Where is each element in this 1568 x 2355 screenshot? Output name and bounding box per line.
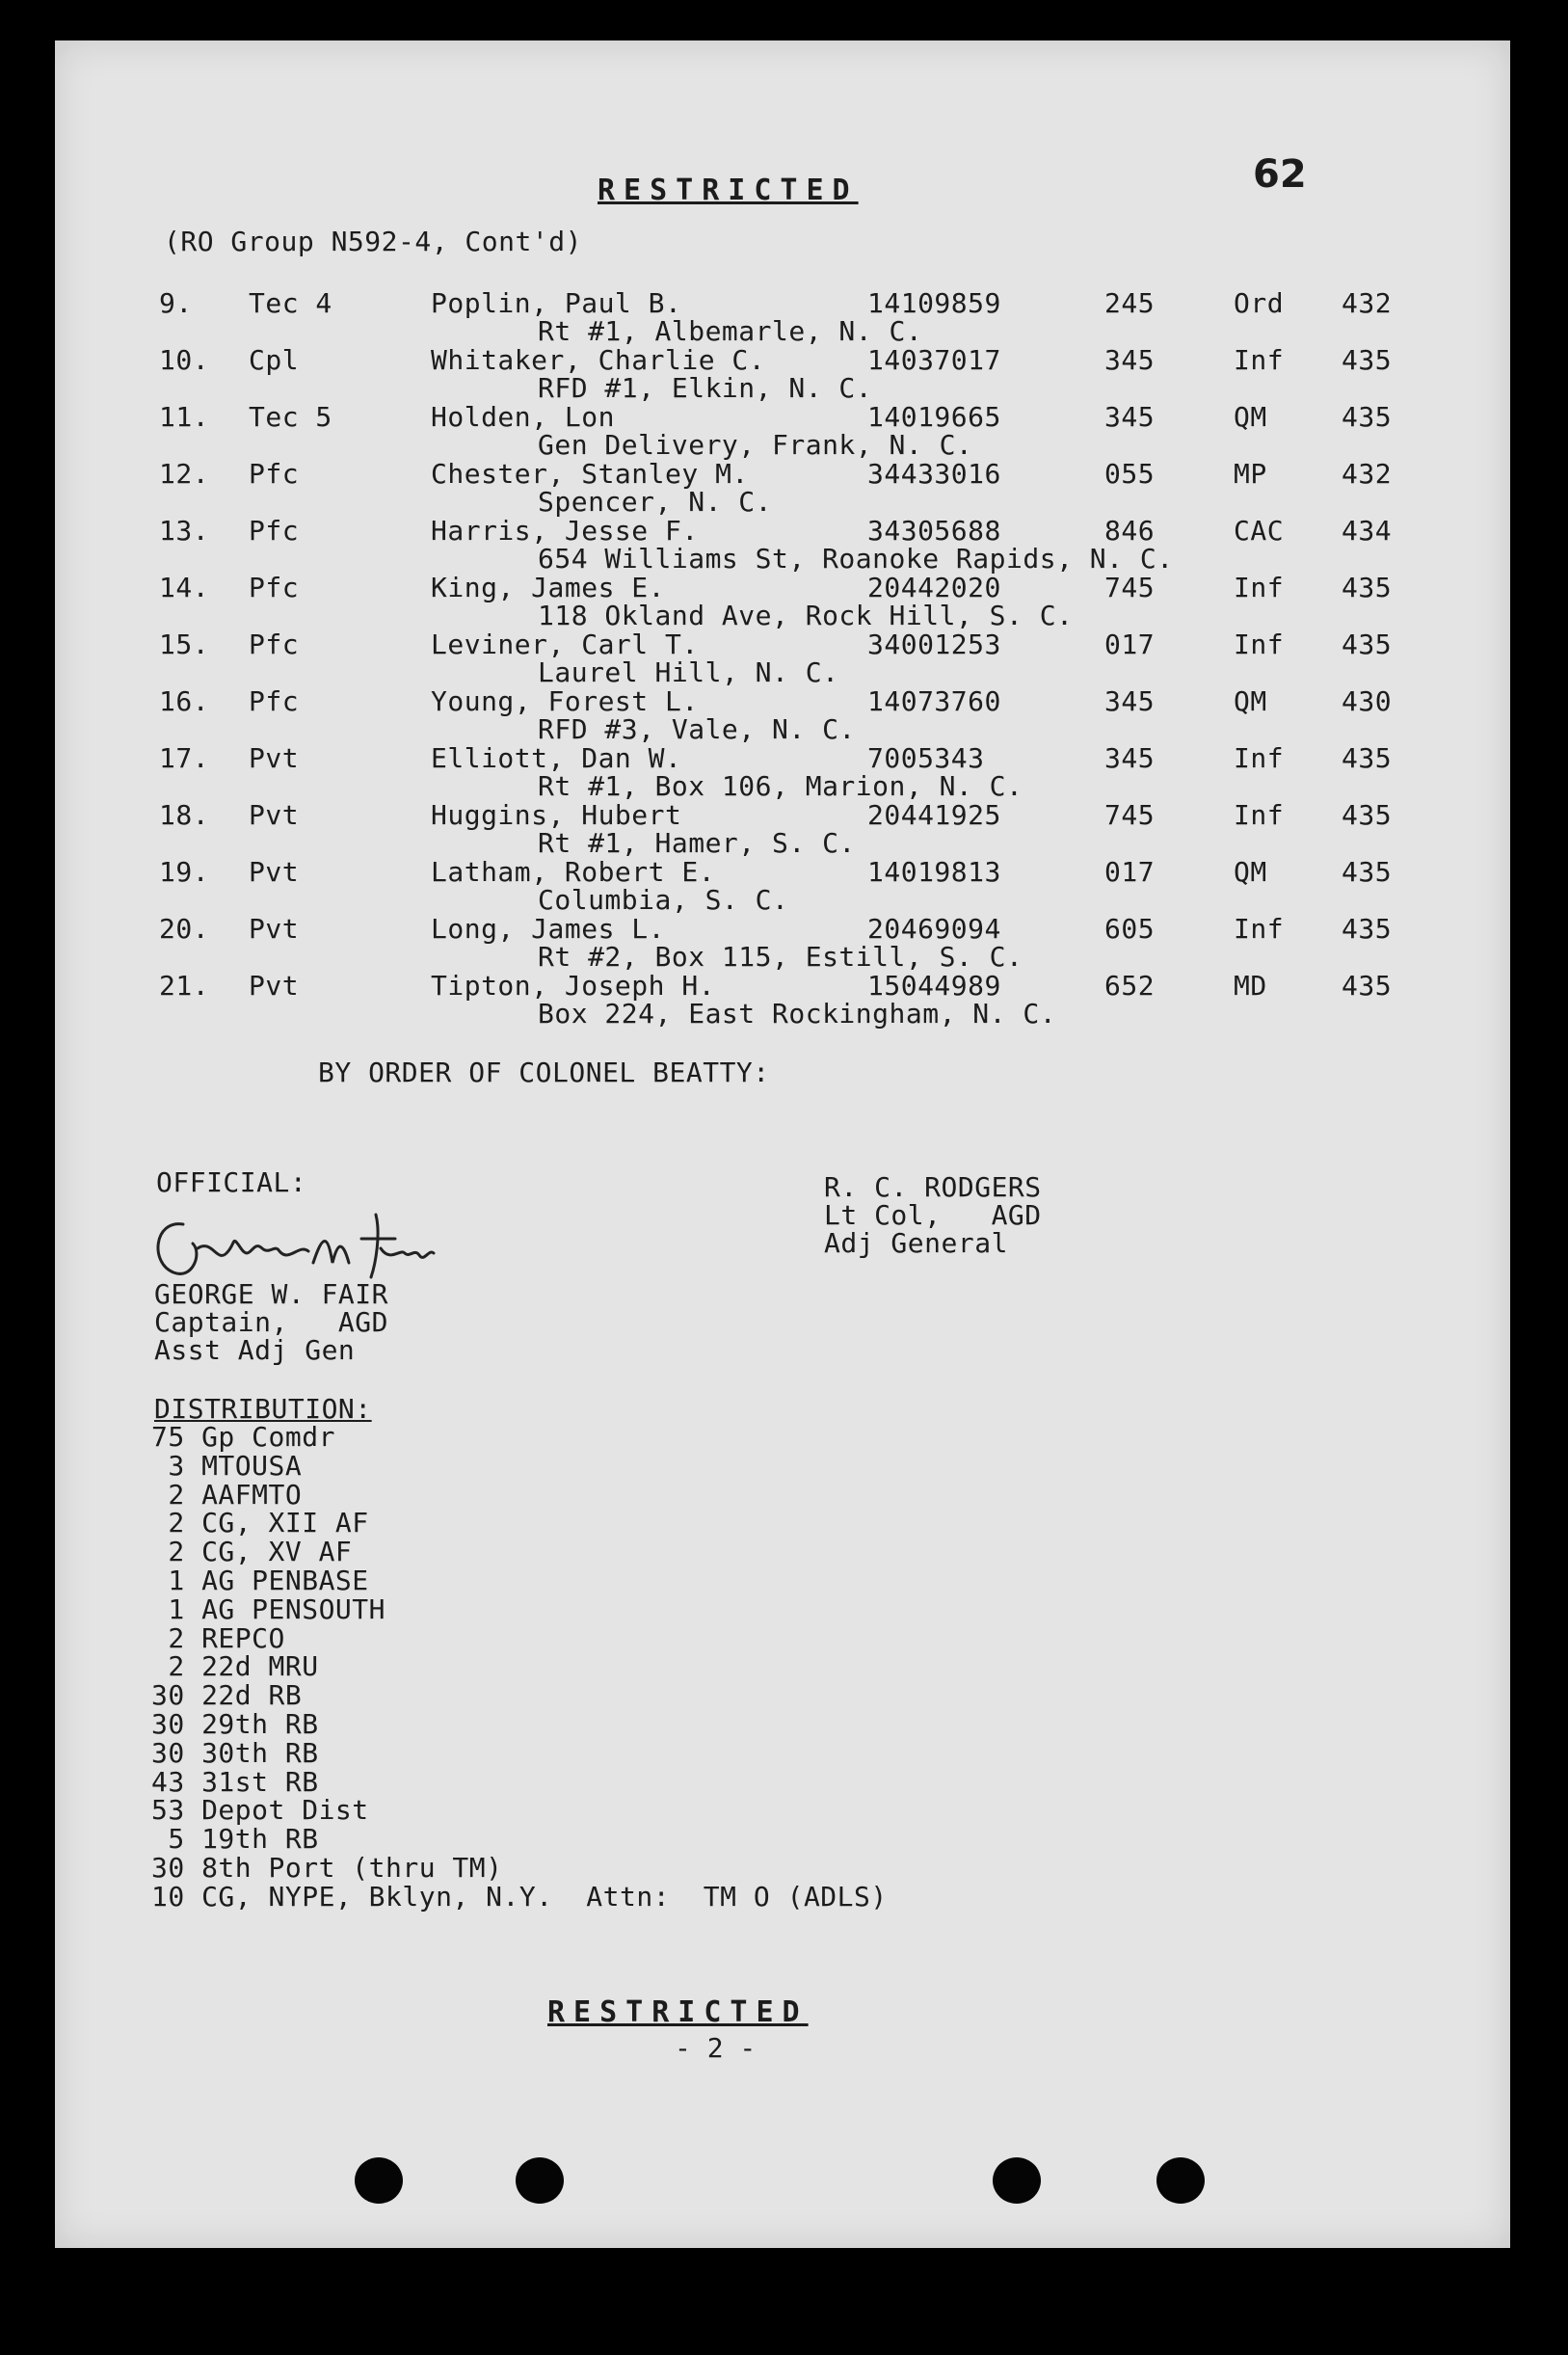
roster-code: 652 bbox=[1104, 970, 1156, 1002]
roster-num: 9. bbox=[159, 287, 193, 319]
official-title: Asst Adj Gen bbox=[154, 1334, 356, 1366]
roster-code: 745 bbox=[1104, 572, 1156, 603]
roster-code: 345 bbox=[1104, 742, 1156, 774]
punch-hole bbox=[1156, 2157, 1205, 2204]
roster-unit: 435 bbox=[1342, 401, 1393, 433]
roster-num: 16. bbox=[159, 685, 210, 717]
roster-num: 14. bbox=[159, 572, 210, 603]
roster-serial: 15044989 bbox=[867, 970, 1001, 1002]
distribution-item: 30 29th RB bbox=[151, 1708, 319, 1740]
distribution-item: 30 30th RB bbox=[151, 1736, 319, 1769]
roster-rank: Pvt bbox=[249, 970, 300, 1002]
roster-serial: 14037017 bbox=[867, 344, 1001, 376]
roster-num: 21. bbox=[159, 970, 210, 1002]
restricted-footer: RESTRICTED bbox=[547, 1995, 809, 2029]
roster-num: 13. bbox=[159, 515, 210, 547]
roster-branch: QM bbox=[1234, 401, 1267, 433]
distribution-label: DISTRIBUTION: bbox=[154, 1393, 372, 1425]
roster-unit: 435 bbox=[1342, 856, 1393, 888]
roster-address: Box 224, East Rockingham, N. C. bbox=[538, 998, 1057, 1030]
roster-name: Young, Forest L. bbox=[431, 685, 699, 717]
roster-address: RFD #3, Vale, N. C. bbox=[538, 713, 856, 745]
roster-num: 12. bbox=[159, 458, 210, 490]
roster-name: Latham, Robert E. bbox=[431, 856, 716, 888]
distribution-item: 5 19th RB bbox=[151, 1823, 319, 1856]
roster-unit: 432 bbox=[1342, 458, 1393, 490]
restricted-header: RESTRICTED bbox=[598, 174, 859, 207]
roster-address: 654 Williams St, Roanoke Rapids, N. C. bbox=[538, 543, 1174, 575]
roster-rank: Pfc bbox=[249, 685, 300, 717]
roster-unit: 435 bbox=[1342, 344, 1393, 376]
roster-address: Columbia, S. C. bbox=[538, 884, 789, 916]
roster-unit: 432 bbox=[1342, 287, 1393, 319]
roster-branch: Inf bbox=[1234, 572, 1285, 603]
roster-rank: Pfc bbox=[249, 572, 300, 603]
roster-branch: Inf bbox=[1234, 742, 1285, 774]
roster-code: 017 bbox=[1104, 856, 1156, 888]
roster-name: Leviner, Carl T. bbox=[431, 629, 699, 660]
roster-branch: Ord bbox=[1234, 287, 1285, 319]
by-order-line: BY ORDER OF COLONEL BEATTY: bbox=[318, 1057, 770, 1088]
roster-branch: MP bbox=[1234, 458, 1267, 490]
distribution-item: 30 8th Port (thru TM) bbox=[151, 1852, 503, 1884]
roster-serial: 14019813 bbox=[867, 856, 1001, 888]
roster-rank: Cpl bbox=[249, 344, 300, 376]
distribution-item: 2 AAFMTO bbox=[151, 1478, 303, 1511]
roster-rank: Pfc bbox=[249, 629, 300, 660]
roster-unit: 435 bbox=[1342, 572, 1393, 603]
roster-rank: Tec 5 bbox=[249, 401, 332, 433]
roster-branch: QM bbox=[1234, 856, 1267, 888]
roster-address: 118 Okland Ave, Rock Hill, S. C. bbox=[538, 600, 1074, 631]
roster-name: Holden, Lon bbox=[431, 401, 615, 433]
roster-serial: 34433016 bbox=[867, 458, 1001, 490]
roster-num: 17. bbox=[159, 742, 210, 774]
roster-code: 345 bbox=[1104, 685, 1156, 717]
roster-code: 345 bbox=[1104, 344, 1156, 376]
roster-branch: Inf bbox=[1234, 913, 1285, 945]
roster-serial: 20469094 bbox=[867, 913, 1001, 945]
distribution-item: 1 AG PENBASE bbox=[151, 1565, 369, 1596]
distribution-item: 2 22d MRU bbox=[151, 1650, 319, 1683]
roster-code: 745 bbox=[1104, 799, 1156, 831]
roster-name: King, James E. bbox=[431, 572, 666, 603]
roster-name: Harris, Jesse F. bbox=[431, 515, 699, 547]
distribution-item: 2 CG, XII AF bbox=[151, 1507, 369, 1539]
distribution-item: 53 Depot Dist bbox=[151, 1794, 369, 1827]
roster-address: Gen Delivery, Frank, N. C. bbox=[538, 429, 973, 461]
roster-code: 245 bbox=[1104, 287, 1156, 319]
official-name: GEORGE W. FAIR bbox=[154, 1278, 389, 1310]
distribution-item: 2 REPCO bbox=[151, 1621, 285, 1654]
roster-address: Rt #1, Albemarle, N. C. bbox=[538, 315, 923, 347]
page-number: 62 bbox=[1253, 152, 1307, 197]
roster-rank: Pfc bbox=[249, 515, 300, 547]
roster-rank: Tec 4 bbox=[249, 287, 332, 319]
roster-unit: 435 bbox=[1342, 742, 1393, 774]
roster-rank: Pfc bbox=[249, 458, 300, 490]
roster-address: Spencer, N. C. bbox=[538, 486, 773, 518]
roster-code: 605 bbox=[1104, 913, 1156, 945]
roster-address: RFD #1, Elkin, N. C. bbox=[538, 372, 873, 404]
official-rank: Captain, AGD bbox=[154, 1306, 389, 1338]
distribution-item: 10 CG, NYPE, Bklyn, N.Y. Attn: TM O (ADLS) bbox=[151, 1880, 888, 1913]
roster-name: Long, James L. bbox=[431, 913, 666, 945]
roster-num: 19. bbox=[159, 856, 210, 888]
roster-address: Rt #1, Box 106, Marion, N. C. bbox=[538, 770, 1023, 802]
roster-unit: 435 bbox=[1342, 629, 1393, 660]
roster-unit: 435 bbox=[1342, 799, 1393, 831]
roster-name: Whitaker, Charlie C. bbox=[431, 344, 766, 376]
roster-code: 846 bbox=[1104, 515, 1156, 547]
roster-unit: 434 bbox=[1342, 515, 1393, 547]
roster-branch: Inf bbox=[1234, 344, 1285, 376]
punch-hole bbox=[993, 2157, 1041, 2204]
roster-serial: 34305688 bbox=[867, 515, 1001, 547]
roster-serial: 14109859 bbox=[867, 287, 1001, 319]
distribution-item: 30 22d RB bbox=[151, 1679, 303, 1712]
official-label: OFFICIAL: bbox=[156, 1166, 307, 1198]
footer-page-number: - 2 - bbox=[675, 2032, 757, 2064]
distribution-item: 43 31st RB bbox=[151, 1765, 319, 1798]
punch-hole bbox=[355, 2157, 403, 2204]
roster-unit: 435 bbox=[1342, 970, 1393, 1002]
distribution-item: 2 CG, XV AF bbox=[151, 1536, 353, 1568]
roster-branch: Inf bbox=[1234, 799, 1285, 831]
roster-rank: Pvt bbox=[249, 742, 300, 774]
signature-image bbox=[145, 1195, 482, 1292]
roster-code: 055 bbox=[1104, 458, 1156, 490]
distribution-item: 3 MTOUSA bbox=[151, 1449, 303, 1482]
roster-serial: 7005343 bbox=[867, 742, 985, 774]
roster-branch: Inf bbox=[1234, 629, 1285, 660]
roster-name: Poplin, Paul B. bbox=[431, 287, 682, 319]
roster-serial: 34001253 bbox=[867, 629, 1001, 660]
roster-serial: 20441925 bbox=[867, 799, 1001, 831]
group-line: (RO Group N592-4, Cont'd) bbox=[164, 226, 582, 257]
roster-rank: Pvt bbox=[249, 799, 300, 831]
roster-address: Rt #2, Box 115, Estill, S. C. bbox=[538, 941, 1023, 973]
roster-branch: MD bbox=[1234, 970, 1267, 1002]
roster-num: 18. bbox=[159, 799, 210, 831]
roster-num: 10. bbox=[159, 344, 210, 376]
commander-name: R. C. RODGERS bbox=[824, 1171, 1042, 1203]
roster-branch: QM bbox=[1234, 685, 1267, 717]
roster-num: 11. bbox=[159, 401, 210, 433]
commander-title: Adj General bbox=[824, 1227, 1008, 1259]
roster-name: Huggins, Hubert bbox=[431, 799, 682, 831]
roster-unit: 430 bbox=[1342, 685, 1393, 717]
commander-rank: Lt Col, AGD bbox=[824, 1199, 1042, 1231]
roster-branch: CAC bbox=[1234, 515, 1285, 547]
roster-num: 15. bbox=[159, 629, 210, 660]
roster-address: Laurel Hill, N. C. bbox=[538, 656, 839, 688]
distribution-item: 1 AG PENSOUTH bbox=[151, 1592, 386, 1625]
roster-name: Tipton, Joseph H. bbox=[431, 970, 716, 1002]
roster-code: 017 bbox=[1104, 629, 1156, 660]
roster-address: Rt #1, Hamer, S. C. bbox=[538, 827, 856, 859]
roster-name: Elliott, Dan W. bbox=[431, 742, 682, 774]
roster-unit: 435 bbox=[1342, 913, 1393, 945]
roster-rank: Pvt bbox=[249, 856, 300, 888]
roster-code: 345 bbox=[1104, 401, 1156, 433]
roster-serial: 14073760 bbox=[867, 685, 1001, 717]
roster-serial: 20442020 bbox=[867, 572, 1001, 603]
punch-hole bbox=[516, 2157, 564, 2204]
roster-serial: 14019665 bbox=[867, 401, 1001, 433]
roster-rank: Pvt bbox=[249, 913, 300, 945]
roster-name: Chester, Stanley M. bbox=[431, 458, 749, 490]
roster-num: 20. bbox=[159, 913, 210, 945]
distribution-item: 75 Gp Comdr bbox=[151, 1421, 335, 1453]
